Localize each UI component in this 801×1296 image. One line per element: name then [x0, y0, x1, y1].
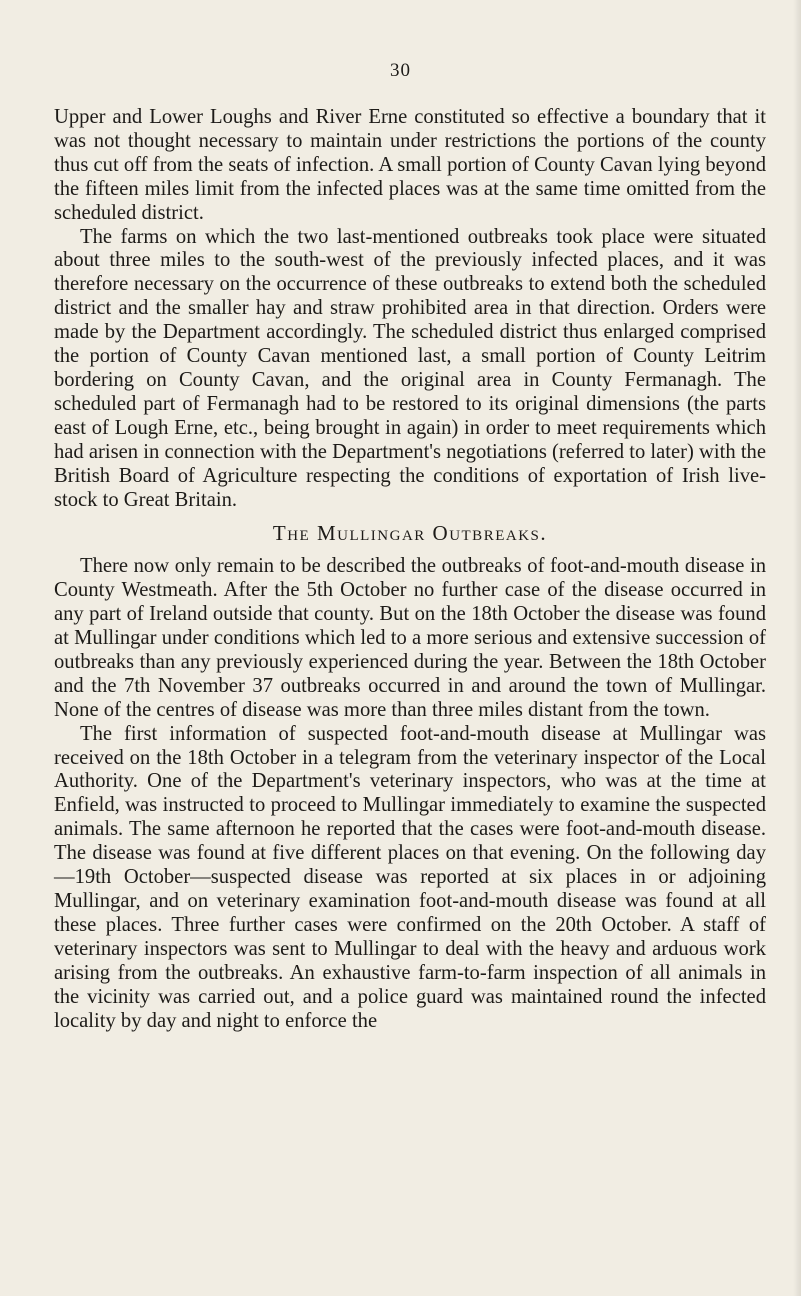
paragraph-westmeath-outbreaks: There now only remain to be described the outbreaks of foot-and-mouth disease in County Westmeath. After the 5th October no further case of the disease occurred in any part of Ireland outside that county. But on the 18th October the disease was found at Mullingar under conditions which led to a more serious and extensive succession of outbreaks than any previously experienced during the year. Between the 18th October and the 7th November 37 outbreaks occurred in and around the town of Mullingar. None of the centres of disease was more than three miles distant from the town. — [54, 555, 766, 721]
page-edge-shadow — [793, 0, 801, 1296]
page-number: 30 — [390, 60, 411, 81]
body-text — [54, 106, 766, 1033]
paragraph-boundary-continuation: Upper and Lower Loughs and River Erne constituted so effective a boundary that it was not thought necessary to maintain under restrictions the portions of the county thus cut off from the seats of infection. A small portion of County Cavan lying beyond the fifteen miles limit from the infected places was at the same time omitted from the scheduled district. — [54, 106, 766, 224]
paragraph-first-information: The first information of suspected foot-and-mouth disease at Mullingar was received on the 18th October in a telegram from the veterinary inspector of the Local Authority. One of the Department's veterinary inspectors, who was at the time at Enfield, was instructed to proceed to Mullingar immediately to examine the suspected animals. The same afternoon he reported that the cases were foot-and-mouth disease. The disease was found at five different places on that evening. On the following day—19th October—suspected disease was reported at six places in or adjoining Mullingar, and on veterinary examination foot-and-mouth disease was found at all these places. Three further cases were confirmed on the 20th October. A staff of veterinary inspectors was sent to Mullingar to deal with the heavy and arduous work arising from the outbreaks. An exhaustive farm-to-farm inspection of all animals in the vicinity was carried out, and a police guard was maintained round the infected locality by day and night to enforce the — [54, 722, 766, 1032]
section-heading: The Mullingar Outbreaks. — [272, 521, 548, 546]
paragraph-scheduled-district: The farms on which the two last-mentioned outbreaks took place were situated about three miles to the south-west of the previously infected places, and it was therefore necessary on the occurrence of these outbreaks to extend both the scheduled district and the smaller hay and straw prohibited area in that direction. Orders were made by the Department accordingly. The scheduled district thus enlarged comprised the portion of County Cavan mentioned last, a small portion of County Leitrim bordering on County Cavan, and the original area in County Fermanagh. The scheduled part of Fermanagh had to be restored to its original dimensions (the parts east of Lough Erne, etc., being brought in again) in order to meet requirements which had arisen in connection with the Department's negotiations (referred to later) with the British Board of Agriculture respecting the conditions of exportation of Irish live-stock to Great Britain. — [54, 225, 766, 511]
